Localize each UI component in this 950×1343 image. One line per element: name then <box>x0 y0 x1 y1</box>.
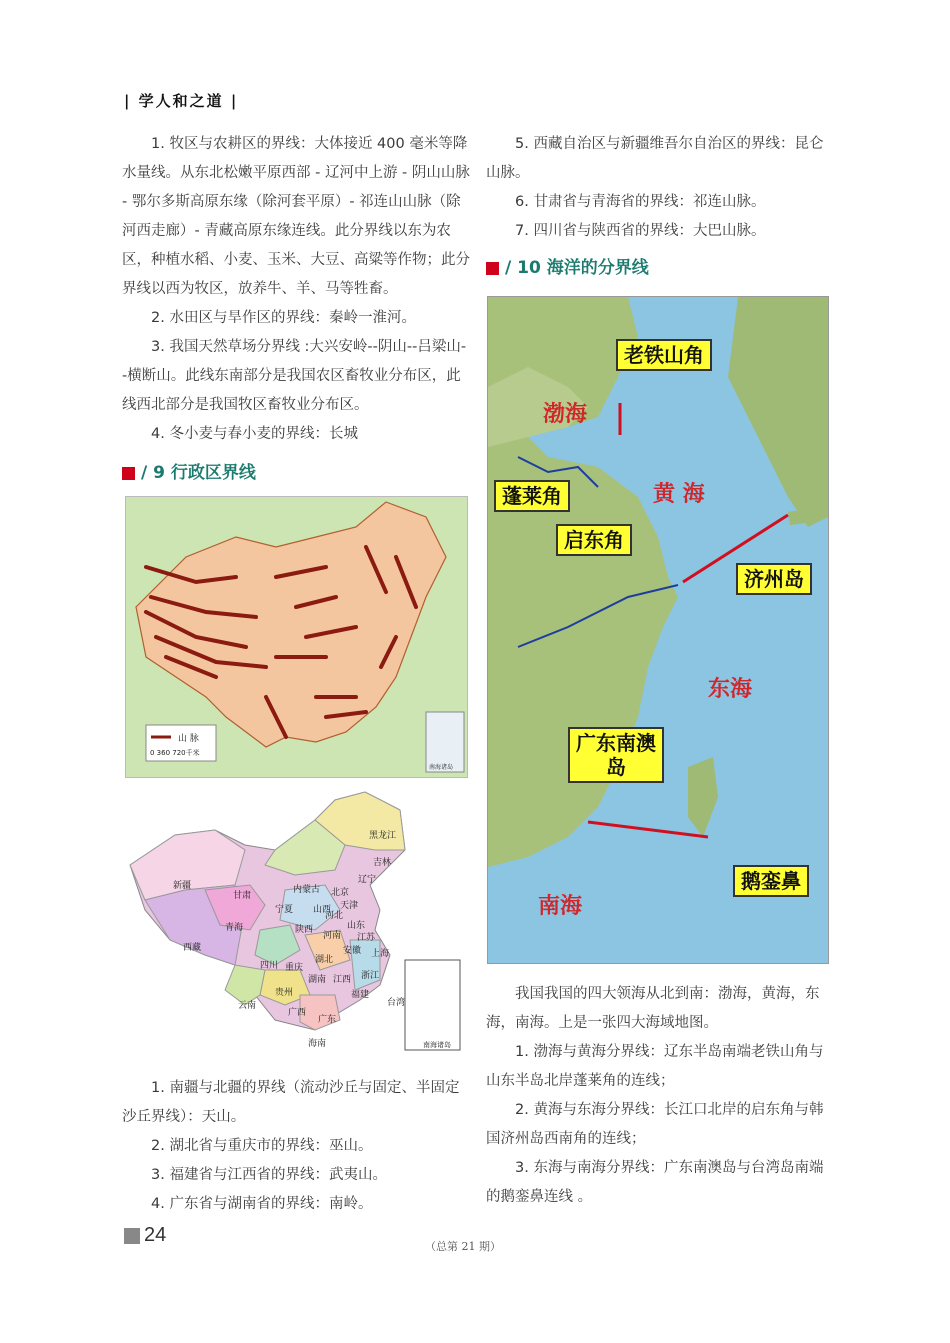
province-label: 宁夏 <box>275 905 294 915</box>
province-label: 西藏 <box>183 943 202 953</box>
paragraph: 3. 我国天然草场分界线 :大兴安岭--阴山--吕梁山--横断山。此线东南部分是我国农区畜牧业分布区，此线西北部分是我国牧区畜牧业分布区。 <box>122 339 467 413</box>
province-label: 贵州 <box>275 988 294 998</box>
province-label: 黑龙江 <box>369 831 397 841</box>
province-label: 河南 <box>323 931 342 941</box>
sea-label-nanhai: 南海 <box>538 893 583 919</box>
callout-jeju: 济州岛 <box>736 563 812 595</box>
province-label: 福建 <box>351 990 370 1000</box>
province-label: 海南 <box>308 1039 327 1049</box>
province-label: 吉林 <box>373 858 392 868</box>
paragraph: 1. 牧区与农耕区的界线：大体接近 400 毫米等降水量线。从东北松嫩平原西部 - 辽河中上游 - 阴山山脉 - 鄂尔多斯高原东缘（除河套平原）- 祁连山山脉（除河西走廊）- 青藏高原东缘连线。此分界线以东为农区，种植水稻、小麦、玉米、大豆、高粱等作物；此分界线以西为牧区，放养牛、羊、马等牲畜。 <box>122 136 470 297</box>
province-label: 辽宁 <box>358 875 377 885</box>
paragraph: 4. 广东省与湖南省的界线：南岭。 <box>151 1196 373 1212</box>
province-label: 甘肃 <box>233 891 252 901</box>
province-label: 河北 <box>325 911 344 921</box>
paragraph: 3. 东海与南海分界线：广东南澳岛与台湾岛南端的鹅銮鼻连线 。 <box>486 1160 824 1205</box>
paragraph: 1. 南疆与北疆的界线（流动沙丘与固定、半固定沙丘界线）：天山。 <box>122 1080 460 1125</box>
province-label: 陕西 <box>295 925 314 935</box>
province-label: 四川 <box>260 961 279 971</box>
province-label: 天津 <box>340 901 359 911</box>
province-label: 湖南 <box>308 975 327 985</box>
province-label: 内蒙古 <box>293 885 321 895</box>
section-title-9: / 9 行政区界线 <box>122 459 470 488</box>
callout-penglai: 蓬莱角 <box>494 480 570 512</box>
sea-label-donghai: 东海 <box>708 676 753 702</box>
province-label: 云南 <box>238 1001 257 1011</box>
right-column-bottom <box>486 980 830 1212</box>
paragraph: 4. 冬小麦与春小麦的界线：长城 <box>151 426 358 442</box>
province-label: 新疆 <box>173 881 192 891</box>
paragraph: 5. 西藏自治区与新疆维吾尔自治区的界线：昆仑山脉。 <box>486 136 824 181</box>
red-square-icon <box>486 262 499 275</box>
sea-map-svg <box>488 297 828 963</box>
sea-boundary-map <box>487 296 829 964</box>
province-label: 台湾 <box>387 998 406 1008</box>
province-label: 北京 <box>331 888 350 898</box>
paragraph: 7. 四川省与陕西省的界线：大巴山脉。 <box>515 223 766 239</box>
province-label: 青海 <box>225 923 244 933</box>
scale-label: 0 360 720千米 <box>150 749 200 757</box>
province-label: 重庆 <box>285 963 304 973</box>
left-column-bottom <box>122 1074 470 1219</box>
paragraph: 1. 渤海与黄海分界线：辽东半岛南端老铁山角与山东半岛北岸蓬莱角的连线； <box>486 1044 824 1089</box>
section-title-10: / 10 海洋的分界线 <box>486 254 830 283</box>
legend-label: 山 脉 <box>178 734 199 744</box>
callout-nanao: 广东南澳岛 <box>568 727 664 783</box>
issue-footer: （总第 21 期） <box>425 1240 501 1253</box>
province-label: 山西 <box>313 905 332 915</box>
sea-label-bohai: 渤海 <box>543 401 588 427</box>
paragraph: 我国我国的四大领海从北到南：渤海，黄海，东海，南海。上是一张四大海域地图。 <box>486 986 820 1031</box>
left-column-top <box>122 130 470 500</box>
callout-laotieshan: 老铁山角 <box>616 339 712 371</box>
province-label: 湖北 <box>315 955 334 965</box>
paragraph: 2. 湖北省与重庆市的界线：巫山。 <box>151 1138 373 1154</box>
province-label: 浙江 <box>361 971 380 981</box>
mountain-ranges-map <box>125 496 468 778</box>
callout-eluanbi: 鹅銮鼻 <box>733 865 809 897</box>
sea-label-huanghai: 黄 海 <box>653 481 705 507</box>
paragraph: 3. 福建省与江西省的界线：武夷山。 <box>151 1167 387 1183</box>
inset-label: 南海诸岛 <box>429 764 454 771</box>
province-label: 江苏 <box>357 933 376 943</box>
paragraph: 6. 甘肃省与青海省的界线：祁连山脉。 <box>515 194 766 210</box>
inset-label: 南海诸岛 <box>423 1041 451 1049</box>
province-label: 广西 <box>288 1008 307 1018</box>
page-number: 24 <box>124 1224 166 1247</box>
province-label: 山东 <box>347 921 366 931</box>
province-label: 江西 <box>333 975 352 985</box>
paragraph: 2. 水田区与旱作区的界线：秦岭一淮河。 <box>151 310 416 326</box>
paragraph: 2. 黄海与东海分界线：长江口北岸的启东角与韩国济州岛西南角的连线； <box>486 1102 824 1147</box>
administrative-map <box>125 790 466 1055</box>
red-square-icon <box>122 467 135 480</box>
header-title: | 学人和之道 | <box>124 92 239 110</box>
province-label: 广东 <box>318 1015 337 1025</box>
province-label: 上海 <box>371 949 390 959</box>
right-column-top <box>486 130 830 295</box>
gray-square-icon <box>124 1228 140 1244</box>
callout-qidong: 启东角 <box>556 524 632 556</box>
province-label: 安徽 <box>343 946 362 956</box>
